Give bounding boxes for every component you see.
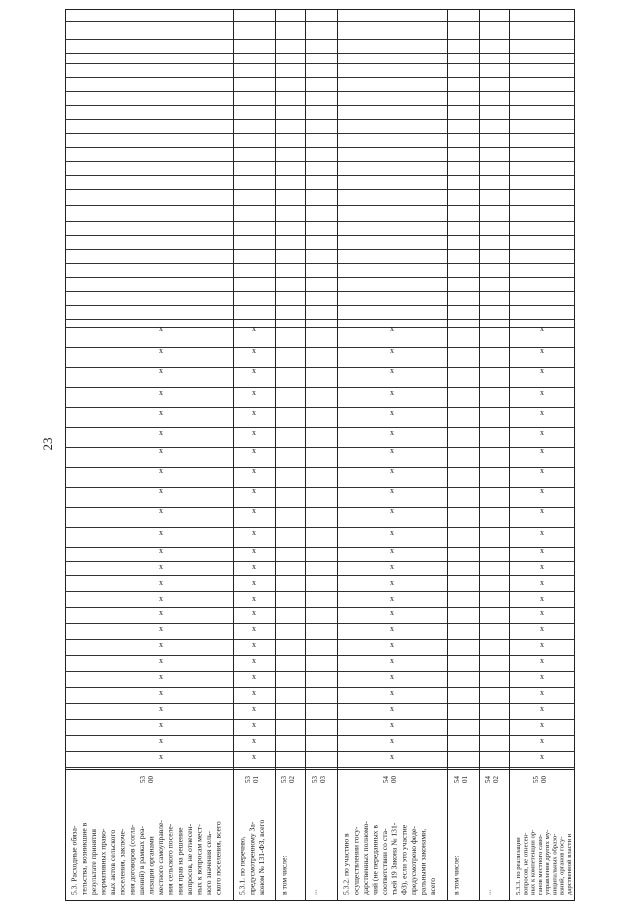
row-code: 02: [492, 776, 500, 783]
x-mark: x: [540, 528, 544, 537]
row-label-line: лизации органами: [146, 836, 156, 895]
row-code: 01: [252, 776, 260, 783]
x-mark: x: [540, 486, 544, 495]
x-mark: x: [252, 704, 256, 713]
row-label-line: 5.3.1. по перечню,: [237, 836, 247, 895]
row-label-line: тельства, возникшие в: [79, 822, 89, 895]
x-mark: x: [540, 506, 544, 515]
x-mark: x: [159, 704, 163, 713]
x-mark: x: [252, 486, 256, 495]
row-label-line: всего: [428, 877, 438, 895]
row-label-line: 5.3.3. по реализации: [515, 837, 523, 895]
row-label-line: вопросов, не отнесен-: [184, 823, 194, 895]
rotated-table: [65, 9, 575, 901]
row-label-line: ния сельского поселе-: [165, 823, 175, 895]
x-mark: x: [540, 736, 544, 745]
x-mark: x: [540, 446, 544, 455]
row-label-line: предусмотренному За-: [247, 821, 257, 895]
x-mark: x: [390, 624, 394, 633]
row-label-line: результате принятия: [88, 828, 98, 895]
x-mark: x: [540, 624, 544, 633]
x-mark: x: [252, 446, 256, 455]
row-code: 03: [319, 776, 327, 783]
row-label-line: ного значения сель-: [204, 831, 214, 895]
row-label-line: ФЗ), если это участие: [399, 824, 409, 895]
x-mark: x: [252, 672, 256, 681]
x-mark: x: [252, 366, 256, 375]
x-mark: x: [159, 640, 163, 649]
x-mark: x: [540, 324, 544, 333]
table-row: [342, 324, 437, 895]
x-mark: x: [159, 562, 163, 571]
x-mark: x: [252, 578, 256, 587]
row-code: 00: [540, 776, 548, 783]
x-mark: x: [390, 428, 394, 437]
row-label-line: соответствии со ста-: [380, 828, 390, 895]
x-mark: x: [252, 528, 256, 537]
x-mark: x: [390, 656, 394, 665]
row-label-line: шений) в рамках реа-: [136, 825, 146, 895]
row-code: 53: [280, 776, 288, 783]
x-mark: x: [159, 546, 163, 555]
x-mark: x: [390, 486, 394, 495]
row-label-line: ваний, органов госу-: [558, 836, 566, 895]
x-mark: x: [390, 324, 394, 333]
x-mark: x: [252, 736, 256, 745]
x-mark: x: [390, 608, 394, 617]
x-mark: x: [390, 528, 394, 537]
row-label-line: 5.3.2. по участию в: [341, 833, 351, 895]
page-number: 23: [40, 437, 55, 451]
x-mark: x: [252, 594, 256, 603]
x-mark: x: [159, 688, 163, 697]
x-mark: x: [540, 578, 544, 587]
x-mark: x: [159, 736, 163, 745]
x-mark: x: [252, 720, 256, 729]
x-mark: x: [540, 752, 544, 761]
row-code: 53: [139, 776, 147, 783]
row-label-line: вых актов сельского: [108, 829, 118, 895]
row-code: 02: [288, 776, 296, 783]
row-label-line: тьей 19 Закона № 131-: [389, 822, 399, 895]
x-mark: x: [390, 408, 394, 417]
x-mark: x: [540, 672, 544, 681]
row-label-line: в том числе:: [451, 855, 461, 895]
row-label-line: вопросов, не отнесен-: [522, 832, 530, 895]
x-mark: x: [390, 562, 394, 571]
row-label-line: ниципальных образо-: [551, 833, 559, 895]
row-label-line: предусмотрено феде-: [408, 826, 418, 895]
row-code: 00: [147, 776, 155, 783]
x-mark: x: [252, 466, 256, 475]
x-mark: x: [252, 428, 256, 437]
x-mark: x: [159, 594, 163, 603]
table-row: [238, 324, 266, 895]
row-label-line: осуществлении госу-: [351, 826, 361, 895]
x-mark: x: [159, 608, 163, 617]
x-mark: x: [540, 688, 544, 697]
x-mark: x: [159, 656, 163, 665]
x-mark: x: [252, 608, 256, 617]
x-mark: x: [252, 408, 256, 417]
x-mark: x: [252, 640, 256, 649]
row-label-line: ганов местного само-: [536, 834, 544, 895]
row-label-line: ральными законами,: [418, 828, 428, 895]
row-label-line: ных к вопросам мест-: [194, 824, 204, 895]
row-label-line: в том числе:: [279, 855, 289, 895]
row-label-line: управления других му-: [544, 829, 552, 895]
x-mark: x: [159, 672, 163, 681]
x-mark: x: [159, 578, 163, 587]
row-label-line: ния прав на решение: [175, 827, 185, 895]
x-mark: x: [390, 688, 394, 697]
x-mark: x: [540, 546, 544, 555]
row-code: 01: [461, 776, 469, 783]
row-code: 54: [382, 776, 390, 783]
x-mark: x: [252, 388, 256, 397]
x-mark: x: [540, 562, 544, 571]
x-mark: x: [159, 388, 163, 397]
row-label-line: коном № 131-ФЗ, всего: [256, 819, 266, 895]
row-label-line: чий (не переданных в: [370, 825, 380, 895]
x-mark: x: [390, 366, 394, 375]
x-mark: x: [390, 704, 394, 713]
x-mark: x: [540, 640, 544, 649]
x-mark: x: [390, 466, 394, 475]
x-mark: x: [159, 528, 163, 537]
row-label-line: ...: [483, 889, 493, 895]
x-mark: x: [159, 346, 163, 355]
x-mark: x: [252, 346, 256, 355]
table-border: [66, 10, 575, 901]
x-mark: x: [390, 720, 394, 729]
row-label-line: дарственных полномо-: [360, 821, 370, 895]
row-label-line: ных к компетенции ор-: [529, 829, 537, 895]
table-row: [484, 776, 500, 896]
row-label-line: 5.3. Расходные обяза-: [69, 825, 79, 895]
x-mark: x: [252, 562, 256, 571]
table-row: [310, 776, 327, 896]
x-mark: x: [252, 324, 256, 333]
x-mark: x: [540, 466, 544, 475]
table-row: [280, 776, 296, 896]
row-label-line: ...: [309, 889, 319, 895]
x-mark: x: [159, 428, 163, 437]
x-mark: x: [540, 388, 544, 397]
row-label-line: поселения, заключе-: [117, 828, 127, 895]
x-mark: x: [159, 466, 163, 475]
x-mark: x: [252, 752, 256, 761]
x-mark: x: [159, 366, 163, 375]
row-code: 54: [484, 776, 492, 783]
row-label-line: ского поселения, всего: [213, 821, 223, 895]
row-code: 55: [532, 776, 540, 783]
x-mark: x: [390, 594, 394, 603]
row-code: 53: [311, 776, 319, 783]
x-mark: x: [252, 624, 256, 633]
x-mark: x: [252, 688, 256, 697]
table-row: [515, 324, 573, 895]
x-mark: x: [252, 546, 256, 555]
row-label-line: ния договоров (согла-: [127, 824, 137, 895]
x-mark: x: [540, 594, 544, 603]
x-mark: x: [390, 506, 394, 515]
x-mark: x: [159, 720, 163, 729]
x-mark: x: [540, 366, 544, 375]
x-mark: x: [159, 506, 163, 515]
x-mark: x: [540, 608, 544, 617]
row-code: 00: [390, 776, 398, 783]
x-mark: x: [390, 752, 394, 761]
x-mark: x: [540, 408, 544, 417]
row-label-line: дарственной власти и: [565, 833, 573, 895]
x-mark: x: [159, 486, 163, 495]
x-mark: x: [540, 428, 544, 437]
x-mark: x: [390, 388, 394, 397]
x-mark: x: [390, 446, 394, 455]
x-mark: x: [159, 408, 163, 417]
row-code: 53: [244, 776, 252, 783]
x-mark: x: [540, 346, 544, 355]
table-row: [452, 776, 469, 896]
row-label-line: местного самоуправле-: [156, 820, 166, 895]
x-mark: x: [540, 720, 544, 729]
table-row: [70, 324, 223, 895]
x-mark: x: [390, 578, 394, 587]
x-mark: x: [540, 704, 544, 713]
x-mark: x: [390, 736, 394, 745]
x-mark: x: [159, 752, 163, 761]
x-mark: x: [159, 324, 163, 333]
x-mark: x: [390, 640, 394, 649]
x-mark: x: [390, 346, 394, 355]
x-mark: x: [252, 506, 256, 515]
x-mark: x: [252, 656, 256, 665]
x-mark: x: [540, 656, 544, 665]
row-label-line: нормативных право-: [98, 828, 108, 895]
x-mark: x: [390, 672, 394, 681]
x-mark: x: [159, 446, 163, 455]
x-mark: x: [390, 546, 394, 555]
x-mark: x: [159, 624, 163, 633]
row-code: 54: [453, 776, 461, 783]
